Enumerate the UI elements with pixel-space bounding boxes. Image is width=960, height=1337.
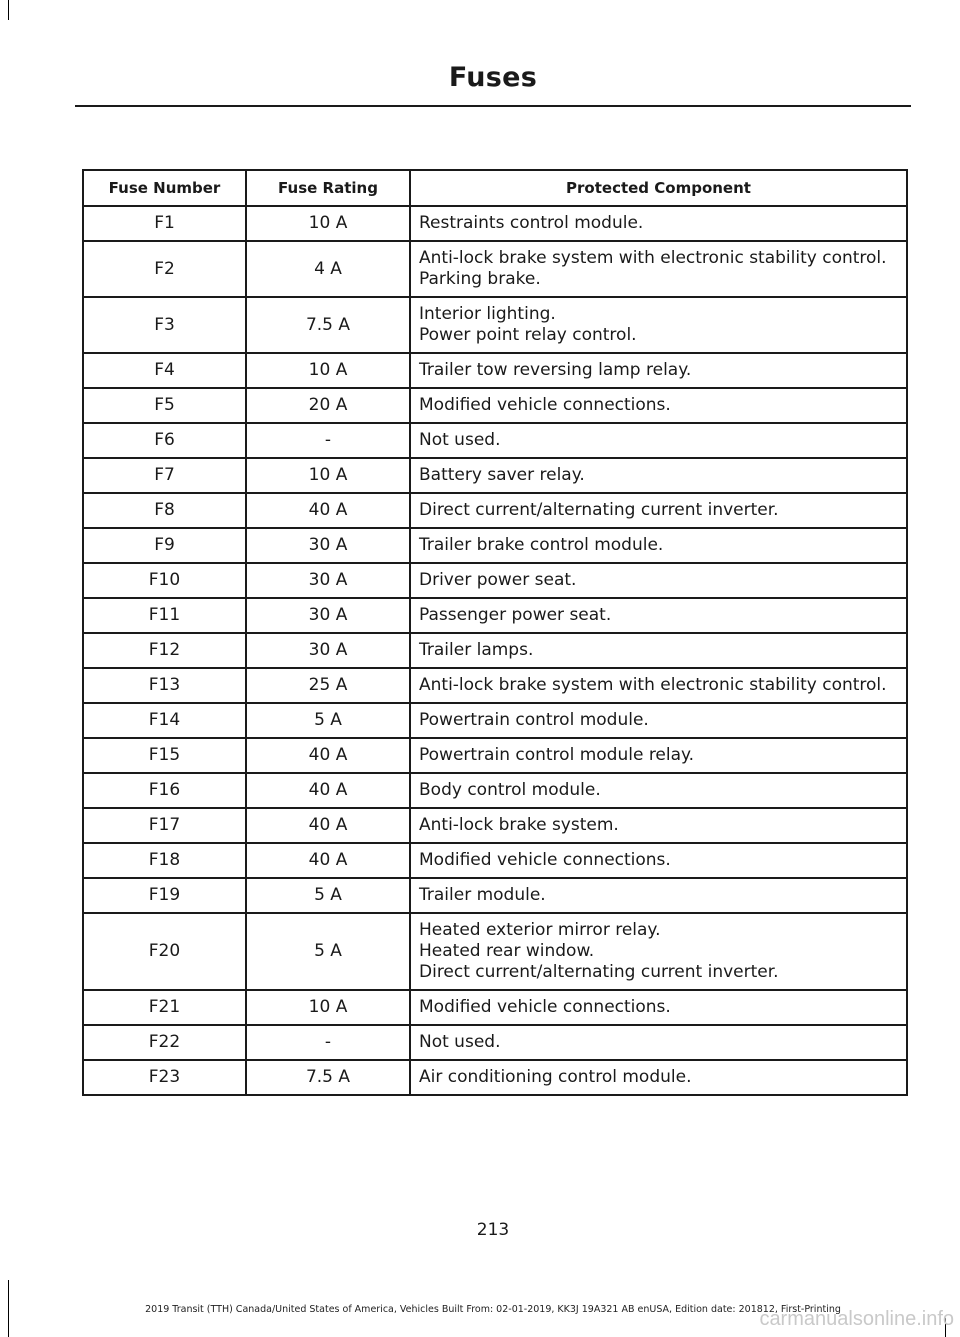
protected-component-line: Driver power seat.	[419, 570, 577, 590]
page-footer: 2019 Transit (TTH) Canada/United States of America, Vehicles Built From: 02-01-2019, KK3J 19A321 AB enUSA, Edition date: 201812, First-Printing	[145, 1304, 841, 1315]
fuse-number-cell: F4	[83, 353, 246, 388]
fuse-number-cell: F19	[83, 878, 246, 913]
protected-component-line: Parking brake.	[419, 269, 541, 289]
protected-component-line: Heated exterior mirror relay.	[419, 920, 661, 940]
protected-component-cell	[410, 990, 907, 1025]
protected-component-cell	[410, 633, 907, 668]
protected-component-cell	[410, 878, 907, 913]
protected-component-line: Heated rear window.	[419, 941, 595, 961]
table-row	[83, 423, 907, 458]
fuse-number-cell: F8	[83, 493, 246, 528]
protected-component-line: Interior lighting.	[419, 304, 556, 324]
fuse-rating-cell: 7.5 A	[246, 297, 410, 353]
fuse-number-cell: F16	[83, 773, 246, 808]
protected-component-cell	[410, 493, 907, 528]
table-row	[83, 493, 907, 528]
protected-component-cell	[410, 913, 907, 990]
table-row	[83, 808, 907, 843]
protected-component-line: Not used.	[419, 430, 501, 450]
fuse-rating-cell: 40 A	[246, 843, 410, 878]
fuse-rating-cell: 40 A	[246, 738, 410, 773]
protected-component-line: Anti-lock brake system with electronic stability control.	[419, 248, 887, 268]
fuse-number-cell: F17	[83, 808, 246, 843]
table-row	[83, 1060, 907, 1095]
table-row	[83, 878, 907, 913]
fuse-rating-cell: -	[246, 1025, 410, 1060]
fuse-number-cell: F18	[83, 843, 246, 878]
fuse-number-cell: F14	[83, 703, 246, 738]
fuse-number-cell: F22	[83, 1025, 246, 1060]
fuse-rating-cell: 10 A	[246, 206, 410, 241]
protected-component-line: Body control module.	[419, 780, 601, 800]
table-row	[83, 990, 907, 1025]
table-row	[83, 773, 907, 808]
protected-component-line: Power point relay control.	[419, 325, 637, 345]
protected-component-line: Powertrain control module.	[419, 710, 649, 730]
fuse-rating-cell: 5 A	[246, 878, 410, 913]
fuse-rating-cell: 5 A	[246, 703, 410, 738]
crop-mark-top-left	[8, 0, 9, 20]
fuse-number-cell: F2	[83, 241, 246, 297]
protected-component-line: Modified vehicle connections.	[419, 850, 671, 870]
protected-component-cell	[410, 843, 907, 878]
protected-component-line: Powertrain control module relay.	[419, 745, 695, 765]
fuse-rating-cell: 40 A	[246, 493, 410, 528]
fuse-rating-cell: 20 A	[246, 388, 410, 423]
fuse-table	[82, 169, 908, 1096]
protected-component-line: Not used.	[419, 1032, 501, 1052]
table-row	[83, 668, 907, 703]
fuse-rating-cell: 4 A	[246, 241, 410, 297]
fuse-number-cell: F10	[83, 563, 246, 598]
watermark: carmanualsonline.info	[759, 1308, 954, 1330]
column-header-fuse-number: Fuse Number	[83, 170, 246, 206]
title-divider	[75, 105, 911, 107]
table-row	[83, 241, 907, 297]
fuse-rating-cell: 30 A	[246, 563, 410, 598]
fuse-rating-cell: 40 A	[246, 773, 410, 808]
protected-component-line: Trailer brake control module.	[419, 535, 664, 555]
table-row	[83, 528, 907, 563]
protected-component-line: Direct current/alternating current inverter.	[419, 500, 779, 520]
protected-component-line: Anti-lock brake system.	[419, 815, 619, 835]
protected-component-cell	[410, 1060, 907, 1095]
fuse-number-cell: F9	[83, 528, 246, 563]
table-row	[83, 458, 907, 493]
protected-component-cell	[410, 1025, 907, 1060]
protected-component-cell	[410, 598, 907, 633]
table-row	[83, 353, 907, 388]
fuse-rating-cell: 30 A	[246, 528, 410, 563]
fuse-rating-cell: 10 A	[246, 353, 410, 388]
fuse-number-cell: F5	[83, 388, 246, 423]
protected-component-cell	[410, 241, 907, 297]
protected-component-line: Restraints control module.	[419, 213, 644, 233]
protected-component-cell	[410, 773, 907, 808]
table-row	[83, 1025, 907, 1060]
protected-component-cell	[410, 297, 907, 353]
protected-component-cell	[410, 808, 907, 843]
fuse-number-cell: F3	[83, 297, 246, 353]
protected-component-line: Battery saver relay.	[419, 465, 585, 485]
column-header-fuse-rating: Fuse Rating	[246, 170, 410, 206]
protected-component-line: Passenger power seat.	[419, 605, 612, 625]
fuse-rating-cell: 30 A	[246, 598, 410, 633]
fuse-number-cell: F21	[83, 990, 246, 1025]
protected-component-line: Trailer lamps.	[419, 640, 534, 660]
protected-component-cell	[410, 703, 907, 738]
protected-component-cell	[410, 668, 907, 703]
fuse-rating-cell: 10 A	[246, 458, 410, 493]
table-row	[83, 633, 907, 668]
fuse-number-cell: F7	[83, 458, 246, 493]
table-row	[83, 738, 907, 773]
fuse-number-cell: F6	[83, 423, 246, 458]
column-header-protected-component: Protected Component	[410, 170, 907, 206]
protected-component-cell	[410, 206, 907, 241]
table-row	[83, 563, 907, 598]
protected-component-line: Modified vehicle connections.	[419, 395, 671, 415]
fuse-number-cell: F15	[83, 738, 246, 773]
protected-component-cell	[410, 388, 907, 423]
table-row	[83, 297, 907, 353]
protected-component-line: Trailer module.	[419, 885, 546, 905]
table-row	[83, 388, 907, 423]
page-title: Fuses	[448, 62, 538, 93]
table-row	[83, 703, 907, 738]
protected-component-cell	[410, 563, 907, 598]
fuse-rating-cell: 10 A	[246, 990, 410, 1025]
fuse-number-cell: F1	[83, 206, 246, 241]
protected-component-cell	[410, 738, 907, 773]
fuse-number-cell: F12	[83, 633, 246, 668]
fuse-number-cell: F11	[83, 598, 246, 633]
protected-component-line: Modified vehicle connections.	[419, 997, 671, 1017]
fuse-rating-cell: 30 A	[246, 633, 410, 668]
table-row	[83, 206, 907, 241]
page-number: 213	[476, 1220, 510, 1240]
fuse-number-cell: F13	[83, 668, 246, 703]
table-row	[83, 843, 907, 878]
protected-component-line: Anti-lock brake system with electronic stability control.	[419, 675, 887, 695]
protected-component-line: Direct current/alternating current inverter.	[419, 962, 779, 982]
fuse-number-cell: F20	[83, 913, 246, 990]
protected-component-cell	[410, 458, 907, 493]
protected-component-cell	[410, 423, 907, 458]
protected-component-line: Trailer tow reversing lamp relay.	[419, 360, 692, 380]
table-row	[83, 913, 907, 990]
table-header-row	[83, 170, 907, 206]
fuse-rating-cell: 25 A	[246, 668, 410, 703]
fuse-table-body	[83, 206, 907, 1095]
protected-component-line: Air conditioning control module.	[419, 1067, 692, 1087]
protected-component-cell	[410, 353, 907, 388]
fuse-number-cell: F23	[83, 1060, 246, 1095]
protected-component-cell	[410, 528, 907, 563]
fuse-rating-cell: 40 A	[246, 808, 410, 843]
fuse-rating-cell: 7.5 A	[246, 1060, 410, 1095]
fuse-rating-cell: 5 A	[246, 913, 410, 990]
table-row	[83, 598, 907, 633]
fuse-rating-cell: -	[246, 423, 410, 458]
